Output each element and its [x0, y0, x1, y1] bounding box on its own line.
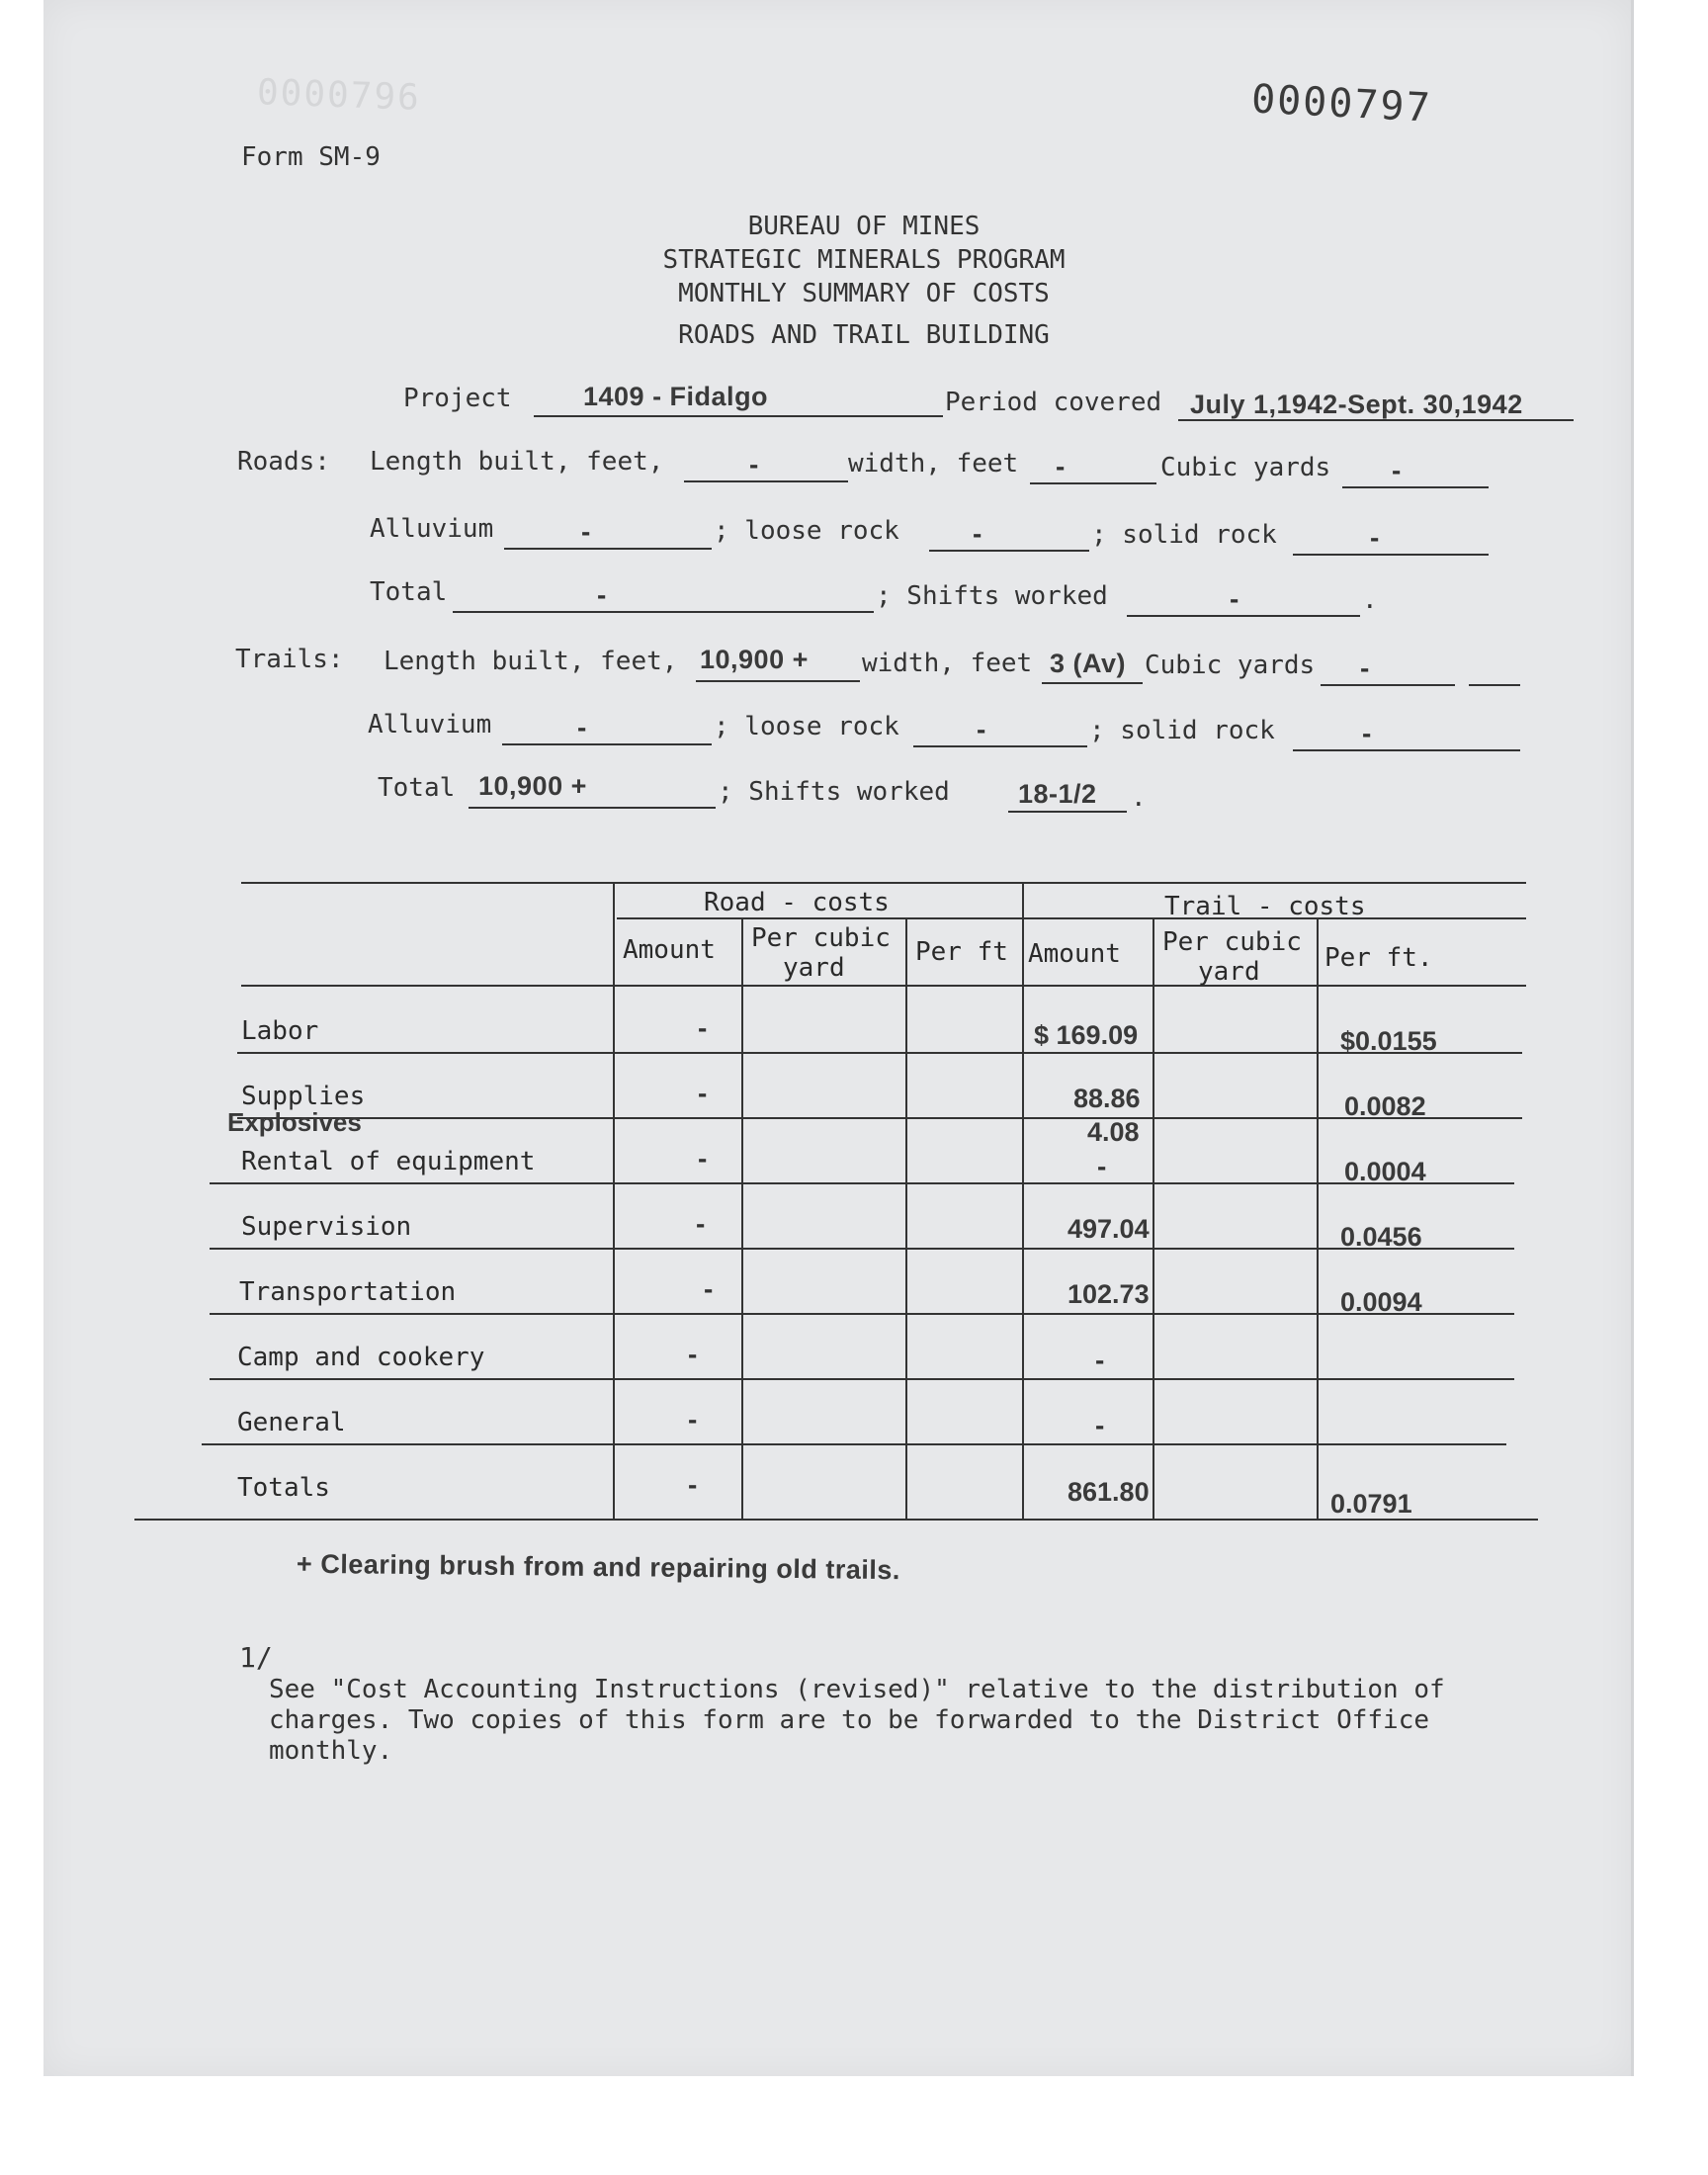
trail-per-ft-header: Per ft.	[1324, 943, 1433, 973]
header-line-2: STRATEGIC MINERALS PROGRAM	[662, 245, 1066, 275]
trails-length-underline	[696, 680, 860, 682]
roads-solid-underline	[1293, 554, 1489, 556]
ghost-document-number: 0000796	[256, 72, 422, 119]
trails-cubic-underline	[1321, 684, 1455, 686]
footnote-mark: 1/	[239, 1641, 273, 1674]
roads-shifts-value: -	[1230, 583, 1239, 614]
rental-road-amount: -	[698, 1143, 708, 1174]
row-label-transportation: Transportation	[239, 1277, 457, 1307]
transportation-trail-per-ft: 0.0094	[1340, 1287, 1422, 1317]
trails-cubic-value: -	[1360, 652, 1370, 683]
trails-length-value: 10,900 +	[700, 645, 809, 674]
road-per-ft-header: Per ft	[915, 937, 1008, 967]
roads-loose-value: -	[973, 518, 982, 549]
trails-length-label: Length built, feet,	[384, 647, 678, 676]
trails-cubic-label: Cubic yards	[1145, 651, 1316, 680]
trails-end: .	[1131, 783, 1147, 813]
roads-solid-label: ; solid rock	[1091, 520, 1277, 550]
roads-length-label: Length built, feet,	[370, 447, 664, 477]
road-per-cubic-header: Per cubic	[751, 923, 891, 953]
roads-total-label: Total	[370, 577, 448, 607]
trails-width-label: width, feet	[862, 649, 1033, 678]
roads-length-underline	[684, 480, 848, 482]
roads-cubic-underline	[1342, 486, 1489, 488]
period-value: July 1,1942-Sept. 30,1942	[1190, 390, 1523, 419]
trails-alluvium-value: -	[577, 712, 587, 742]
header-line-3: MONTHLY SUMMARY OF COSTS	[678, 279, 1050, 308]
explosives-trail-amount: 4.08	[1087, 1117, 1140, 1147]
camp-trail-amount: -	[1095, 1345, 1105, 1375]
project-underline	[534, 415, 943, 417]
supplies-road-amount: -	[698, 1078, 708, 1108]
roads-cubic-label: Cubic yards	[1160, 453, 1331, 482]
roads-width-underline	[1030, 482, 1156, 484]
row-label-general: General	[237, 1408, 346, 1437]
trails-total-underline	[469, 807, 716, 809]
row-label-totals: Totals	[237, 1473, 330, 1503]
trails-label: Trails:	[235, 645, 344, 674]
trails-width-underline	[1042, 682, 1143, 684]
header-line-1: BUREAU OF MINES	[747, 212, 981, 241]
roads-label: Roads:	[237, 447, 330, 477]
header-line-4: ROADS AND TRAIL BUILDING	[678, 320, 1050, 350]
roads-shifts-label: ; Shifts worked	[876, 581, 1108, 611]
trails-shifts-value: 18-1/2	[1018, 779, 1097, 809]
trails-loose-underline	[913, 745, 1087, 747]
supervision-trail-amount: 497.04	[1068, 1214, 1150, 1244]
supplies-trail-per-ft: 0.0082	[1344, 1091, 1426, 1121]
row-label-supplies: Supplies	[241, 1082, 366, 1111]
transportation-road-amount: -	[704, 1273, 714, 1304]
footnote-text: See "Cost Accounting Instructions (revised)" relative to the distribution of charges. Two copies of this form are to be forwarded to the District Office monthly.	[269, 1675, 1445, 1766]
trails-width-value: 3 (Av)	[1050, 649, 1127, 678]
trails-alluvium-underline	[502, 743, 712, 745]
roads-width-label: width, feet	[848, 449, 1019, 478]
clearing-note: + Clearing brush from and repairing old trails.	[296, 1548, 901, 1586]
roads-loose-label: ; loose rock	[714, 516, 899, 546]
roads-cubic-value: -	[1392, 455, 1402, 485]
trails-shifts-underline	[1008, 811, 1127, 813]
row-label-explosives: Explosives	[227, 1107, 362, 1137]
transportation-trail-amount: 102.73	[1068, 1279, 1150, 1309]
roads-width-value: -	[1056, 451, 1066, 481]
roads-shifts-underline	[1127, 615, 1360, 617]
rental-trail-per-ft: 0.0004	[1344, 1157, 1426, 1186]
camp-road-amount: -	[688, 1339, 698, 1369]
road-amount-header: Amount	[623, 935, 716, 965]
roads-alluvium-underline	[504, 548, 712, 550]
document-number: 0000797	[1249, 76, 1433, 131]
trails-solid-label: ; solid rock	[1089, 716, 1275, 745]
supplies-trail-amount: 88.86	[1073, 1084, 1141, 1113]
period-label: Period covered	[945, 388, 1162, 417]
roads-solid-value: -	[1370, 522, 1380, 553]
road-costs-header: Road - costs	[704, 888, 890, 917]
row-label-labor: Labor	[241, 1016, 319, 1046]
general-road-amount: -	[688, 1404, 698, 1435]
roads-total-underline	[453, 611, 874, 613]
road-per-cubic-header-2: yard	[783, 953, 845, 983]
trails-solid-value: -	[1362, 718, 1372, 748]
labor-trail-amount: $ 169.09	[1034, 1020, 1139, 1050]
roads-total-value: -	[597, 579, 607, 610]
roads-loose-underline	[929, 550, 1089, 552]
trails-shifts-label: ; Shifts worked	[718, 777, 950, 807]
labor-trail-per-ft: $0.0155	[1340, 1026, 1437, 1056]
form-id: Form SM-9	[241, 142, 381, 172]
project-label: Project	[403, 384, 512, 413]
labor-road-amount: -	[698, 1012, 708, 1043]
trails-loose-label: ; loose rock	[714, 712, 899, 741]
general-trail-amount: -	[1095, 1410, 1105, 1440]
trails-alluvium-label: Alluvium	[368, 710, 492, 740]
trail-costs-header: Trail - costs	[1164, 892, 1366, 921]
trail-per-cubic-header: Per cubic	[1162, 927, 1302, 957]
roads-alluvium-label: Alluvium	[370, 514, 494, 544]
trails-loose-value: -	[977, 714, 986, 744]
roads-alluvium-value: -	[581, 516, 591, 547]
project-value: 1409 - Fidalgo	[583, 382, 769, 411]
row-label-supervision: Supervision	[241, 1212, 412, 1242]
trails-total-label: Total	[378, 773, 456, 803]
trails-total-value: 10,900 +	[478, 771, 587, 801]
row-label-camp: Camp and cookery	[237, 1343, 485, 1372]
trails-cubic-underline-extra	[1469, 684, 1520, 686]
supervision-road-amount: -	[696, 1208, 706, 1239]
trail-per-cubic-header-2: yard	[1198, 957, 1260, 987]
rental-trail-amount: -	[1097, 1151, 1107, 1181]
form-sheet	[43, 0, 1634, 2076]
supervision-trail-per-ft: 0.0456	[1340, 1222, 1422, 1252]
totals-trail-per-ft: 0.0791	[1330, 1489, 1412, 1519]
totals-road-amount: -	[688, 1469, 698, 1500]
row-label-rental: Rental of equipment	[241, 1147, 536, 1176]
totals-trail-amount: 861.80	[1068, 1477, 1150, 1507]
trail-amount-header: Amount	[1028, 939, 1121, 969]
roads-end: .	[1362, 585, 1378, 615]
trails-solid-underline	[1293, 749, 1520, 751]
roads-length-value: -	[749, 449, 759, 479]
